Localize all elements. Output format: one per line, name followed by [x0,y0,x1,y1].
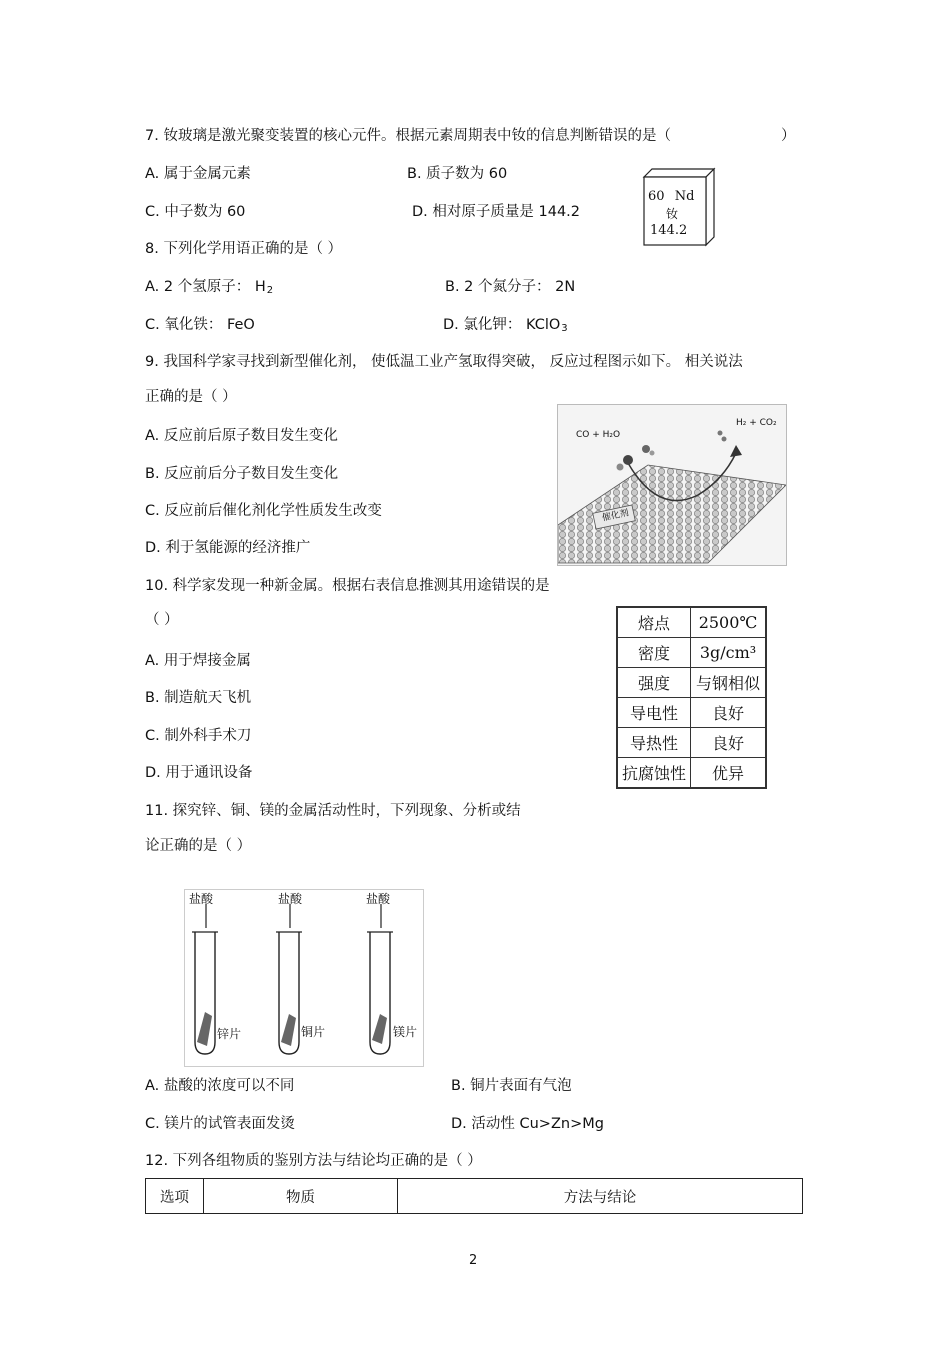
element-symbol: Nd [674,189,695,204]
q10-option-d: D. 用于通讯设备 [145,765,253,781]
q8-option-d: D. 氯化钾： KClO3 [443,317,568,334]
q12-answer-table [145,1178,803,1214]
page-number: 2 [469,1253,478,1268]
q7-stem: 7. 钕玻璃是激光聚变装置的核心元件。根据元素周期表中钕的信息判断错误的是（ [145,128,671,144]
q8-option-c: C. 氧化铁： FeO [145,317,255,333]
element-number: 60 [648,189,665,204]
test-tubes-figure [184,889,424,1067]
q10-stem-paren: （ ） [145,612,179,628]
q11-stem-line2: 论正确的是（ ） [145,838,252,854]
q7-option-a: A. 属于金属元素 [145,166,251,182]
q9-stem-line2: 正确的是（ ） [145,389,237,405]
tube3-metal-label: 镁片 [393,1025,418,1039]
table-row: 导热性 良好 [617,728,766,758]
tube2-metal-label: 铜片 [301,1025,326,1039]
tube1-acid-label: 盐酸 [189,892,214,906]
q11-option-c: C. 镁片的试管表面发烫 [145,1116,295,1132]
table-row: 密度 3g/cm³ [617,638,766,668]
q11-option-a: A. 盐酸的浓度可以不同 [145,1078,295,1094]
q11-stem-line1: 11. 探究锌、铜、镁的金属活动性时，下列现象、分析或结 [145,803,521,819]
q9-option-c: C. 反应前后催化剂化学性质发生改变 [145,503,382,519]
q8-stem: 8. 下列化学用语正确的是（ ） [145,241,343,257]
table-row: 强度 与钢相似 [617,668,766,698]
col-header-option: 选项 [146,1179,204,1214]
tube2-acid-label: 盐酸 [278,892,303,906]
q8-option-b: B. 2 个氮分子： 2N [445,279,576,295]
q9-option-b: B. 反应前后分子数目发生变化 [145,466,339,482]
element-mass: 144.2 [650,223,688,238]
q7-option-c: C. 中子数为 60 [145,204,246,220]
q11-option-b: B. 铜片表面有气泡 [451,1078,572,1094]
table-header-row [146,1179,803,1214]
q9-stem-line1: 9. 我国科学家寻找到新型催化剂， 使低温工业产氢取得突破， 反应过程图示如下。 相关说法 [145,354,743,370]
table-row: 抗腐蚀性 优异 [617,758,766,789]
q10-option-b: B. 制造航天飞机 [145,690,252,706]
col-header-substance: 物质 [204,1179,398,1214]
catalyst-label: 催化剂 [601,508,630,524]
reactants-label: CO + H₂O [576,430,621,440]
test-tube-zinc [192,904,218,1054]
table-row: 导电性 良好 [617,698,766,728]
q9-option-a: A. 反应前后原子数目发生变化 [145,428,338,444]
tube3-acid-label: 盐酸 [366,892,391,906]
products-label: H₂ + CO₂ [736,418,777,428]
element-card-nd [642,167,716,247]
q7-option-b: B. 质子数为 60 [407,166,508,182]
q7-stem-close: ） [781,128,796,144]
tube1-metal-label: 锌片 [217,1027,242,1041]
table-row: 熔点 2500℃ [617,607,766,638]
q8-option-a: A. 2 个氢原子： H2 [145,279,274,296]
q12-stem: 12. 下列各组物质的鉴别方法与结论均正确的是（ ） [145,1153,482,1169]
element-name: 钕 [666,207,679,221]
q7-option-d: D. 相对原子质量是 144.2 [412,204,581,220]
test-tube-magnesium [367,904,393,1054]
q10-option-a: A. 用于焊接金属 [145,653,251,669]
q11-option-d: D. 活动性 Cu>Zn>Mg [451,1116,604,1132]
test-tube-copper [276,904,302,1054]
metal-properties-table [616,606,767,789]
q10-stem: 10. 科学家发现一种新金属。根据右表信息推测其用途错误的是 [145,578,550,594]
col-header-method: 方法与结论 [398,1179,803,1214]
q10-option-c: C. 制外科手术刀 [145,728,252,744]
catalyst-reaction-figure [557,404,787,566]
q9-option-d: D. 利于氢能源的经济推广 [145,540,311,556]
